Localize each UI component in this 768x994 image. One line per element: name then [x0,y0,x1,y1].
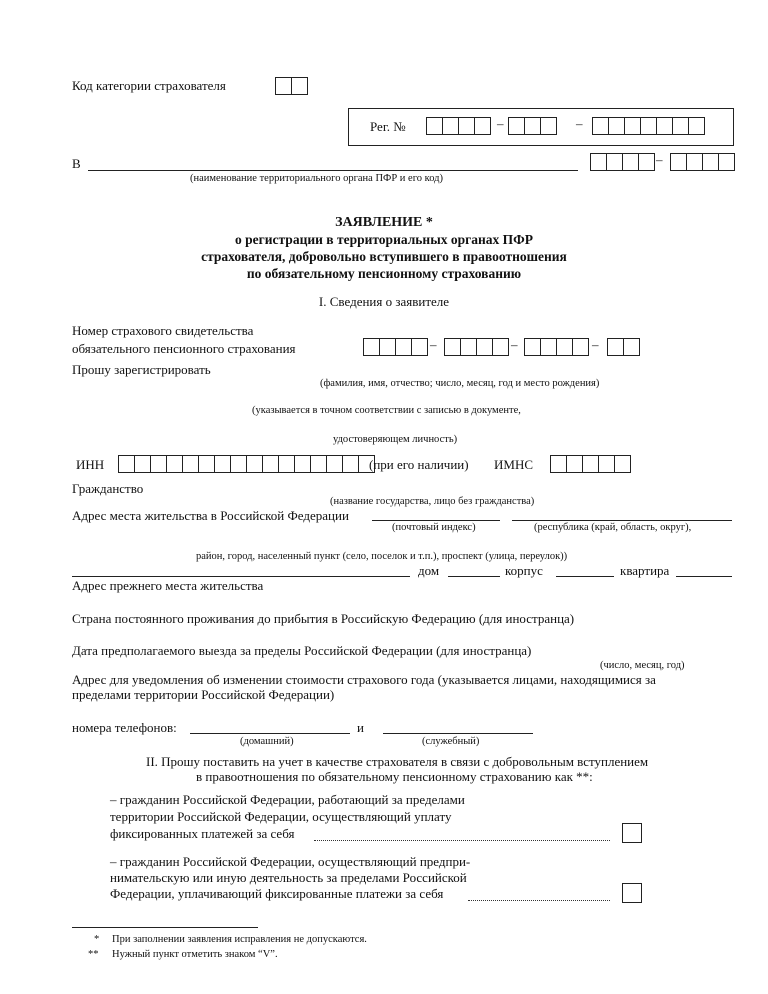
building-label: корпус [505,563,543,578]
option1-line-1: – гражданин Российской Федерации, работающий за пределами [110,792,465,807]
doc-title-line4: по обязательному пенсионному страхованию [246,266,522,281]
register-caption-2: (указывается в точном соответствии с записью в документе, [252,405,521,416]
inn-label: ИНН [76,457,105,472]
option1-checkbox[interactable] [622,823,642,843]
reg-cells-3[interactable] [592,117,705,135]
option1-line-2: территории Российской Федерации, осуществляющий уплату [110,809,452,824]
work-caption: (служебный) [422,736,480,747]
cert-cells-1[interactable] [363,338,428,356]
postal-line[interactable] [372,520,500,521]
address-label: Адрес места жительства в Российской Федерации [72,508,349,523]
footnote-2-text: Нужный пункт отметить знаком “V”. [112,949,278,960]
reg-dash-2: – [576,116,583,131]
imns-label: ИМНС [494,457,534,472]
inn-note: (при его наличии) [369,457,469,472]
district-caption: район, город, населенный пункт (село, поселок и т.п.), проспект (улица, переулок)) [196,551,568,562]
building-line[interactable] [556,576,614,577]
work-phone-line[interactable] [383,733,533,734]
prev-address-label: Адрес прежнего места жительства [72,578,264,593]
citizenship-label: Гражданство [72,481,144,496]
cert-dash-3: – [592,337,599,352]
register-caption-1: (фамилия, имя, отчество; число, месяц, год и место рождения) [320,378,600,389]
notify-label-1: Адрес для уведомления об изменении стоимости страхового года (указывается лицами, находящимися за [72,672,656,687]
register-caption-3: удостоверяющем личность) [333,434,458,445]
option1-line-3: фиксированных платежей за себя [110,826,295,841]
option2-dots [468,900,610,901]
section2-heading-2: в правоотношения по обязательному пенсионному страхованию как **: [196,769,593,784]
house-label: дом [418,563,440,578]
region-caption: (республика (край, область, округ), [534,522,692,533]
cert-label-2: обязательного пенсионного страхования [72,341,296,356]
reg-label: Рег. № [370,119,406,134]
region-line[interactable] [512,520,732,521]
option2-line-1: – гражданин Российской Федерации, осуществляющий предпри- [110,854,471,869]
register-label: Прошу зарегистрировать [72,362,211,377]
inn-cells[interactable] [118,455,375,473]
reg-cells-1[interactable] [426,117,491,135]
date-caption: (число, месяц, год) [600,660,685,671]
section2-heading-1: II. Прошу поставить на учет в качестве страхователя в связи с добровольным вступлением [146,754,649,769]
notify-label-2: пределами территории Российской Федерации) [72,687,335,702]
home-phone-line[interactable] [190,733,350,734]
option2-line-3: Федерации, уплачивающий фиксированные платежи за себя [110,886,444,901]
cert-dash-1: – [430,337,437,352]
organ-code-cells-2[interactable] [670,153,735,171]
v-label: В [72,156,81,171]
cert-cells-2[interactable] [444,338,509,356]
footnote-1-text: При заполнении заявления исправления не допускаются. [112,934,367,945]
phones-label: номера телефонов: [72,720,177,735]
and-label: и [357,720,364,735]
doc-title-line3: страхователя, добровольно вступившего в правоотношения [201,249,567,264]
doc-title: ЗАЯВЛЕНИЕ * [335,215,433,230]
category-label: Код категории страхователя [72,78,226,93]
category-code-cells[interactable] [275,77,308,95]
footnote-divider [72,927,258,928]
footnote-1-mark: * [94,934,100,945]
organ-caption: (наименование территориального органа ПФР и его код) [190,173,443,184]
postal-caption: (почтовый индекс) [392,522,476,533]
organ-code-cells-1[interactable] [590,153,655,171]
street-line[interactable] [72,576,410,577]
reg-cells-2[interactable] [508,117,557,135]
cert-cells-4[interactable] [607,338,640,356]
home-caption: (домашний) [240,736,294,747]
house-line[interactable] [448,576,500,577]
footnote-2-mark: ** [88,949,99,960]
option2-line-2: нимательскую или иную деятельность за пределами Российской [110,870,467,885]
cert-cells-3[interactable] [524,338,589,356]
flat-label: квартира [620,563,670,578]
cert-dash-2: – [511,337,518,352]
departure-label: Дата предполагаемого выезда за пределы Российской Федерации (для иностранца) [72,643,532,658]
country-label: Страна постоянного проживания до прибытия в Российскую Федерацию (для иностранца) [72,611,575,626]
option1-dots [314,840,610,841]
doc-title-line2: о регистрации в территориальных органах ПФР [234,232,534,247]
organ-dash: – [656,152,663,167]
section1-heading: I. Сведения о заявителе [318,294,450,309]
organ-name-line[interactable] [88,170,578,171]
option2-checkbox[interactable] [622,883,642,903]
cert-label-1: Номер страхового свидетельства [72,323,254,338]
imns-cells[interactable] [550,455,631,473]
reg-dash-1: – [497,116,504,131]
flat-line[interactable] [676,576,732,577]
citizenship-caption: (название государства, лицо без гражданства) [330,496,535,507]
